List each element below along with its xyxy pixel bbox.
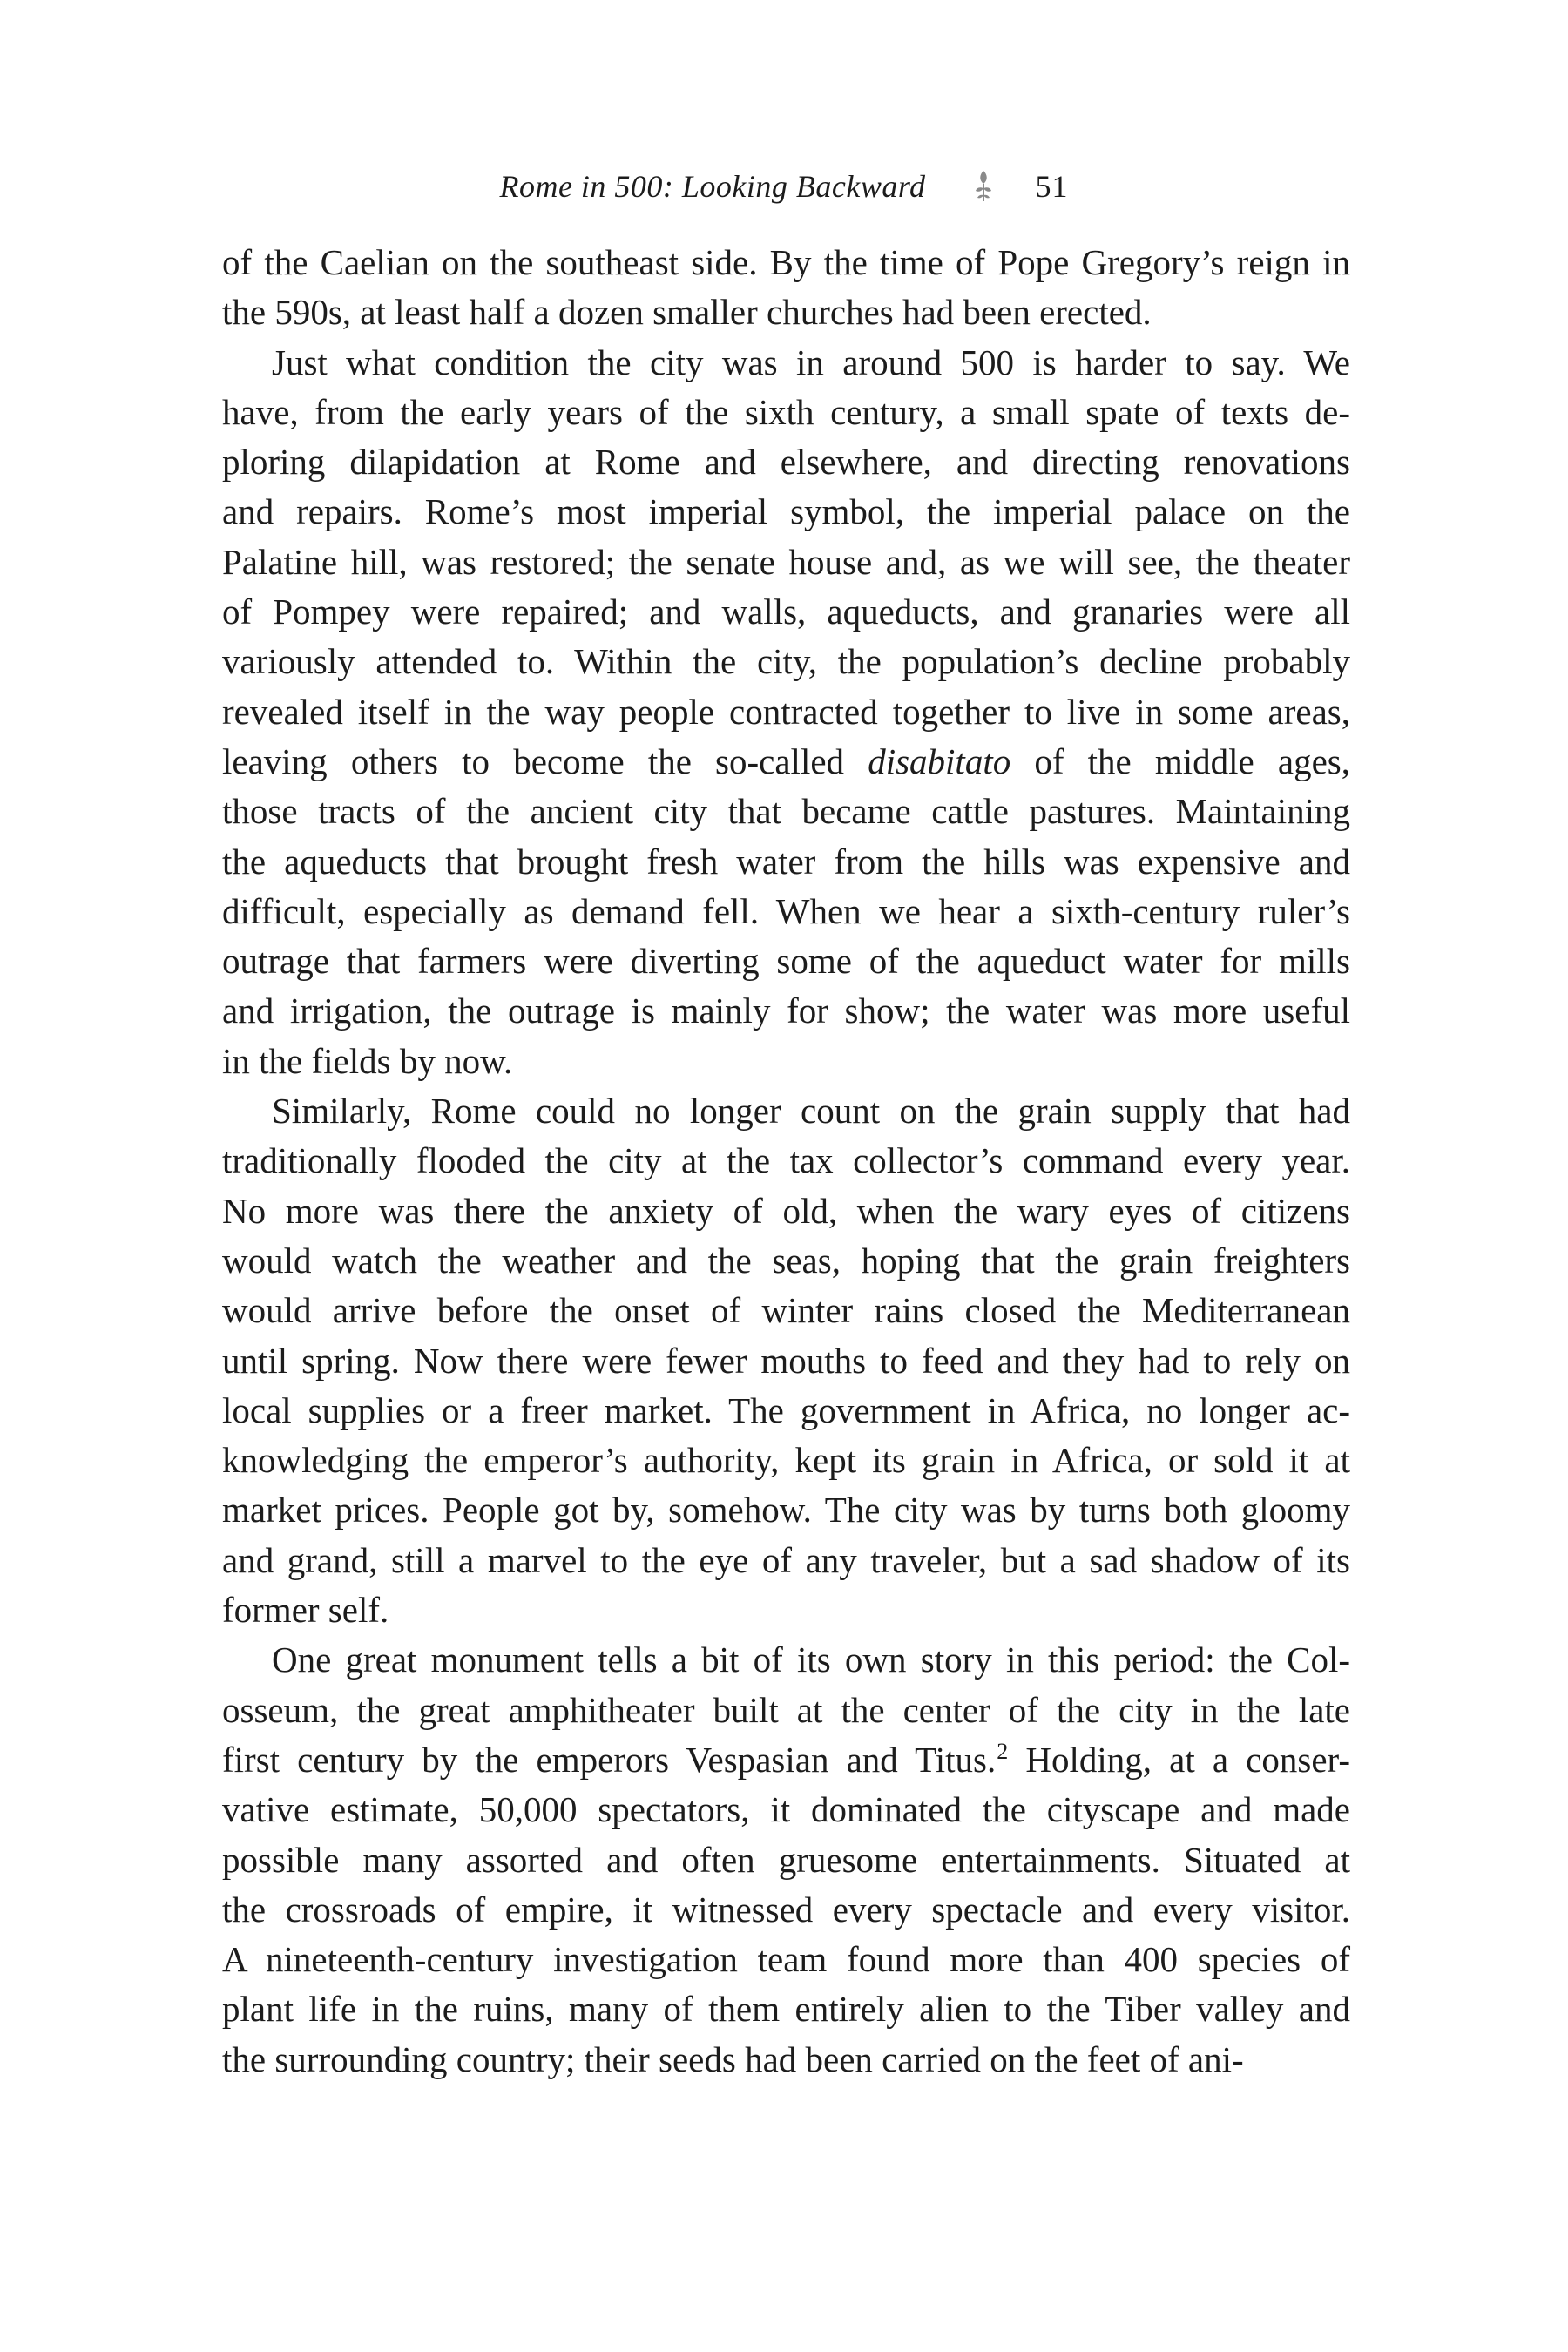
text-line: plant life in the ruins, many of them entirely alien to the Tiber valley and xyxy=(222,1989,1350,2030)
text-line: A nineteenth-century investigation team found more than 400 species of xyxy=(222,1939,1350,1980)
paragraph xyxy=(222,1635,1350,2085)
running-head xyxy=(0,166,1568,207)
text-line: vative estimate, 50,000 spectators, it dominated the cityscape and made xyxy=(222,1789,1350,1830)
text-line: difficult, especially as demand fell. When we hear a sixth-century ruler’s xyxy=(222,890,1350,931)
text-line: market prices. People got by, somehow. The city was by turns both gloomy xyxy=(222,1490,1350,1531)
text-line: former self. xyxy=(222,1590,389,1631)
text-line: and grand, still a marvel to the eye of any traveler, but a sad shadow of its xyxy=(222,1539,1350,1580)
text-line: One great monument tells a bit of its own story in this period: the Col- xyxy=(272,1639,1350,1680)
text-line: outrage that farmers were diverting some of the aqueduct water for mills xyxy=(222,941,1350,982)
text-segment: leaving others to become the so-called xyxy=(222,740,868,781)
text-line: Palatine hill, was restored; the senate house and, as we will see, the theater xyxy=(222,541,1350,582)
text-line: and irrigation, the outrage is mainly for show; the water was more useful xyxy=(222,990,1350,1031)
text-line: those tracts of the ancient city that became cattle pastures. Maintaining xyxy=(222,791,1350,832)
text-line: and repairs. Rome’s most imperial symbol, the imperial palace on the xyxy=(222,491,1350,532)
paragraph xyxy=(222,338,1350,1086)
text-line: of the Caelian on the southeast side. By the time of Pope Gregory’s reign in xyxy=(222,242,1350,282)
text-line: of Pompey were repaired; and walls, aqueducts, and granaries were all xyxy=(222,591,1350,632)
leaf-ornament-icon xyxy=(974,169,993,204)
text-segment: Holding, at a conser- xyxy=(1008,1739,1351,1780)
text-line xyxy=(222,1735,1350,1785)
text-line: Just what condition the city was in around 500 is harder to say. We xyxy=(272,341,1350,382)
text-line: variously attended to. Within the city, the population’s decline probably xyxy=(222,641,1350,682)
text-line: the crossroads of empire, it witnessed every spectacle and every visitor. xyxy=(222,1889,1350,1930)
text-line: knowledging the emperor’s authority, kept its grain in Africa, or sold it at xyxy=(222,1440,1350,1481)
text-line: would arrive before the onset of winter rains closed the Mediterranean xyxy=(222,1290,1350,1331)
text-line: No more was there the anxiety of old, when the wary eyes of citizens xyxy=(222,1190,1350,1231)
text-segment: of the middle ages, xyxy=(1010,740,1351,781)
text-line: have, from the early years of the sixth century, a small spate of texts de- xyxy=(222,391,1350,432)
text-line: in the fields by now. xyxy=(222,1040,513,1081)
text-line: Similarly, Rome could no longer count on the grain supply that had xyxy=(272,1091,1350,1132)
text-line: the aqueducts that brought fresh water from the hills was expensive and xyxy=(222,841,1350,882)
text-line: the surrounding country; their seeds had been carried on the feet of ani- xyxy=(222,2038,1244,2079)
text-line: osseum, the great amphitheater built at the center of the city in the late xyxy=(222,1689,1350,1730)
page-number: 51 xyxy=(1035,169,1069,204)
text-line: ploring dilapidation at Rome and elsewhere, and directing renovations xyxy=(222,442,1350,483)
text-line: would watch the weather and the seas, hoping that the grain freighters xyxy=(222,1240,1350,1281)
running-head-title: Rome in 500: Looking Backward xyxy=(499,169,926,204)
text-line: local supplies or a freer market. The government in Africa, no longer ac- xyxy=(222,1389,1350,1430)
footnote-marker: 2 xyxy=(997,1738,1009,1764)
text-line xyxy=(222,737,1350,787)
text-line: until spring. Now there were fewer mouths to feed and they had to rely on xyxy=(222,1340,1350,1381)
text-segment: first century by the emperors Vespasian and Titus. xyxy=(222,1739,997,1780)
body-text xyxy=(222,238,1350,2085)
italic-term: disabitato xyxy=(868,740,1011,781)
text-line: possible many assorted and often gruesome entertainments. Situated at xyxy=(222,1839,1350,1880)
text-line: traditionally flooded the city at the tax collector’s command every year. xyxy=(222,1140,1350,1181)
paragraph xyxy=(222,238,1350,338)
text-line: revealed itself in the way people contracted together to live in some areas, xyxy=(222,691,1350,732)
paragraph xyxy=(222,1086,1350,1635)
text-line: the 590s, at least half a dozen smaller churches had been erected. xyxy=(222,292,1152,333)
